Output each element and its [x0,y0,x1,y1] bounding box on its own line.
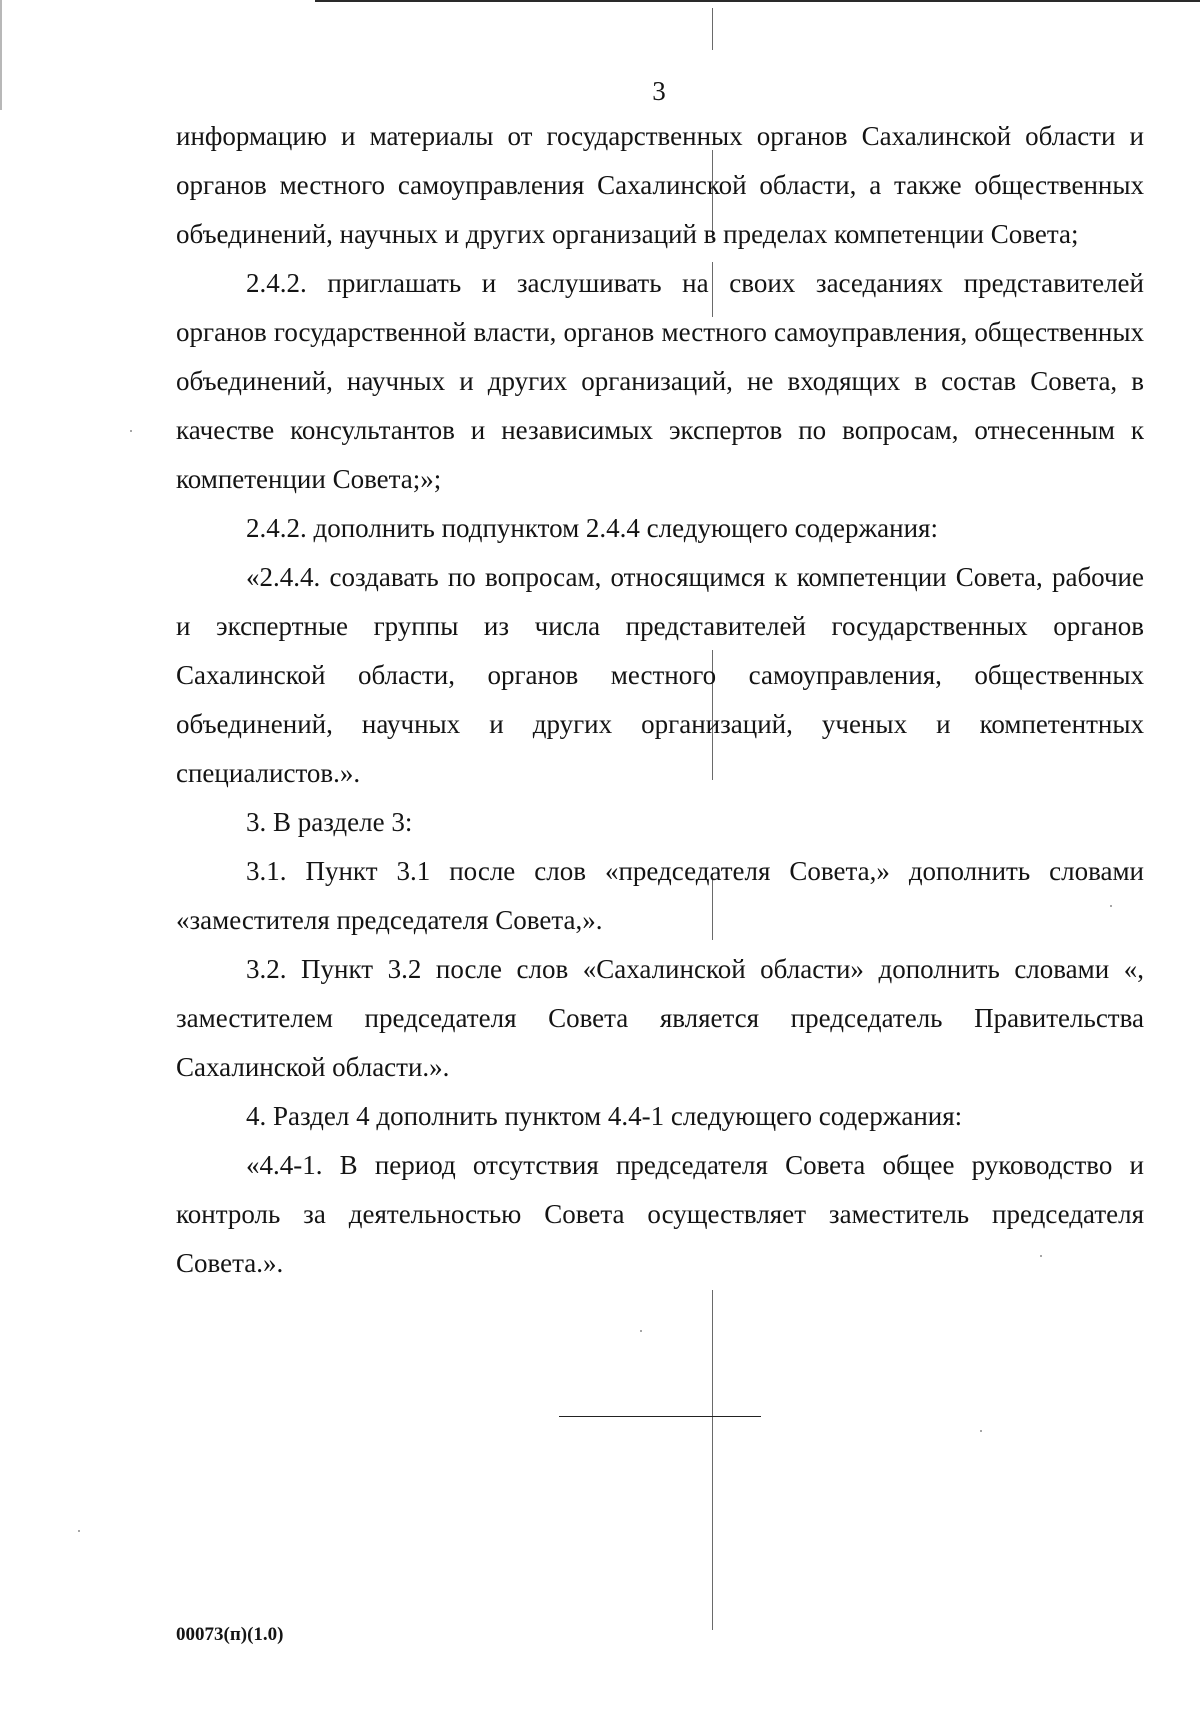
paragraph: 2.4.2. приглашать и заслушивать на своих заседаниях представителей органов государственной власти, органов местного самоуправления, общественных объединений, научных и других организаций, не входящих в состав Совета, в качестве консультантов и независимых экспертов по вопросам, отнесенным к компетенции Совета;»; [176,268,1144,494]
paragraph: «2.4.4. создавать по вопросам, относящимся к компетенции Совета, рабочие и экспертные группы из числа представителей государственных органов Сахалинской области, органов местного самоуправления, общественных объединений, научных и других организаций, ученых и компетентных специалистов.». [176,562,1144,788]
scan-speck [1040,1255,1042,1257]
paragraph: 3. В разделе 3: [246,807,413,837]
page-number: 3 [652,76,666,106]
paragraph: «4.4-1. В период отсутствия председателя Совета общее руководство и контроль за деятельностью Совета осуществляет заместитель председателя Совета.». [176,1150,1144,1278]
scan-speck [980,1430,982,1432]
scan-speck [130,430,132,432]
fold-line [712,8,713,50]
paragraph: 2.4.2. дополнить подпунктом 2.4.4 следующего содержания: [246,513,938,543]
end-of-text-rule [559,1416,761,1417]
paragraph: информацию и материалы от государственных органов Сахалинской области и органов местного самоуправления Сахалинской области, а также общественных объединений, научных и других организаций в пределах компетенции Совета; [176,121,1144,249]
paragraph: 4. Раздел 4 дополнить пунктом 4.4-1 следующего содержания: [246,1101,963,1131]
scan-top-border [315,0,1200,2]
paragraph: 3.2. Пункт 3.2 после слов «Сахалинской области» дополнить словами «, заместителем председателя Совета является председатель Правительства Сахалинской области.». [176,954,1144,1082]
scan-speck [640,1330,642,1332]
paragraph: 3.1. Пункт 3.1 после слов «председателя Совета,» дополнить словами «заместителя председателя Совета,». [176,856,1144,935]
fold-line [712,1290,713,1630]
document-body [176,112,1144,1288]
scan-speck [78,1530,80,1532]
document-code: 00073(п)(1.0) [176,1624,284,1645]
scan-speck [1110,905,1112,907]
